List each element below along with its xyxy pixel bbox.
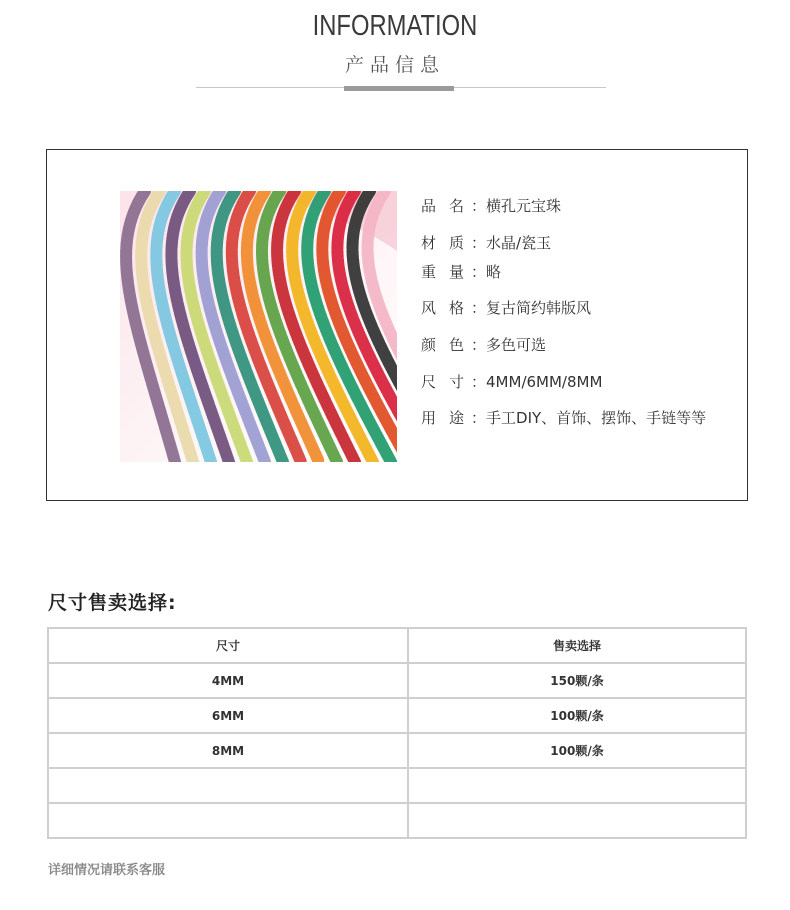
cell-sale: 100颗/条 — [408, 733, 746, 768]
spec-size: 尺寸：4MM/6MM/8MM — [421, 373, 603, 391]
cell-sale: 100颗/条 — [408, 698, 746, 733]
contact-note: 详细情况请联系客服 — [48, 863, 166, 878]
spec-style: 风格：复古简约韩版风 — [421, 299, 592, 317]
cell-size: 8MM — [48, 733, 408, 768]
cell-sale: 150颗/条 — [408, 663, 746, 698]
cell-size: 6MM — [48, 698, 408, 733]
spec-weight: 重量：略 — [421, 263, 502, 281]
product-photo — [120, 191, 397, 462]
size-table — [47, 627, 747, 839]
title-divider-accent — [344, 86, 454, 91]
cell-sale — [408, 803, 746, 838]
table-row — [48, 733, 746, 768]
section-title-cn: 产品信息 — [344, 54, 445, 76]
spec-material: 材质：水晶/瓷玉 — [421, 234, 552, 252]
spec-usage: 用途：手工DIY、首饰、摆饰、手链等等 — [421, 409, 707, 427]
product-info-panel — [46, 149, 748, 501]
spec-color: 颜色：多色可选 — [421, 336, 547, 354]
table-row — [48, 663, 746, 698]
cell-size: 4MM — [48, 663, 408, 698]
table-row — [48, 698, 746, 733]
size-section-title: 尺寸售卖选择: — [48, 592, 177, 614]
header-sale: 售卖选择 — [408, 628, 746, 663]
table-header-row — [48, 628, 746, 663]
cell-size — [48, 803, 408, 838]
bead-strands-image — [120, 191, 397, 462]
cell-size — [48, 768, 408, 803]
table-row — [48, 803, 746, 838]
cell-sale — [408, 768, 746, 803]
table-row — [48, 768, 746, 803]
section-title-en: INFORMATION — [312, 10, 478, 42]
spec-name: 品名：横孔元宝珠 — [421, 197, 562, 215]
header-size: 尺寸 — [48, 628, 408, 663]
